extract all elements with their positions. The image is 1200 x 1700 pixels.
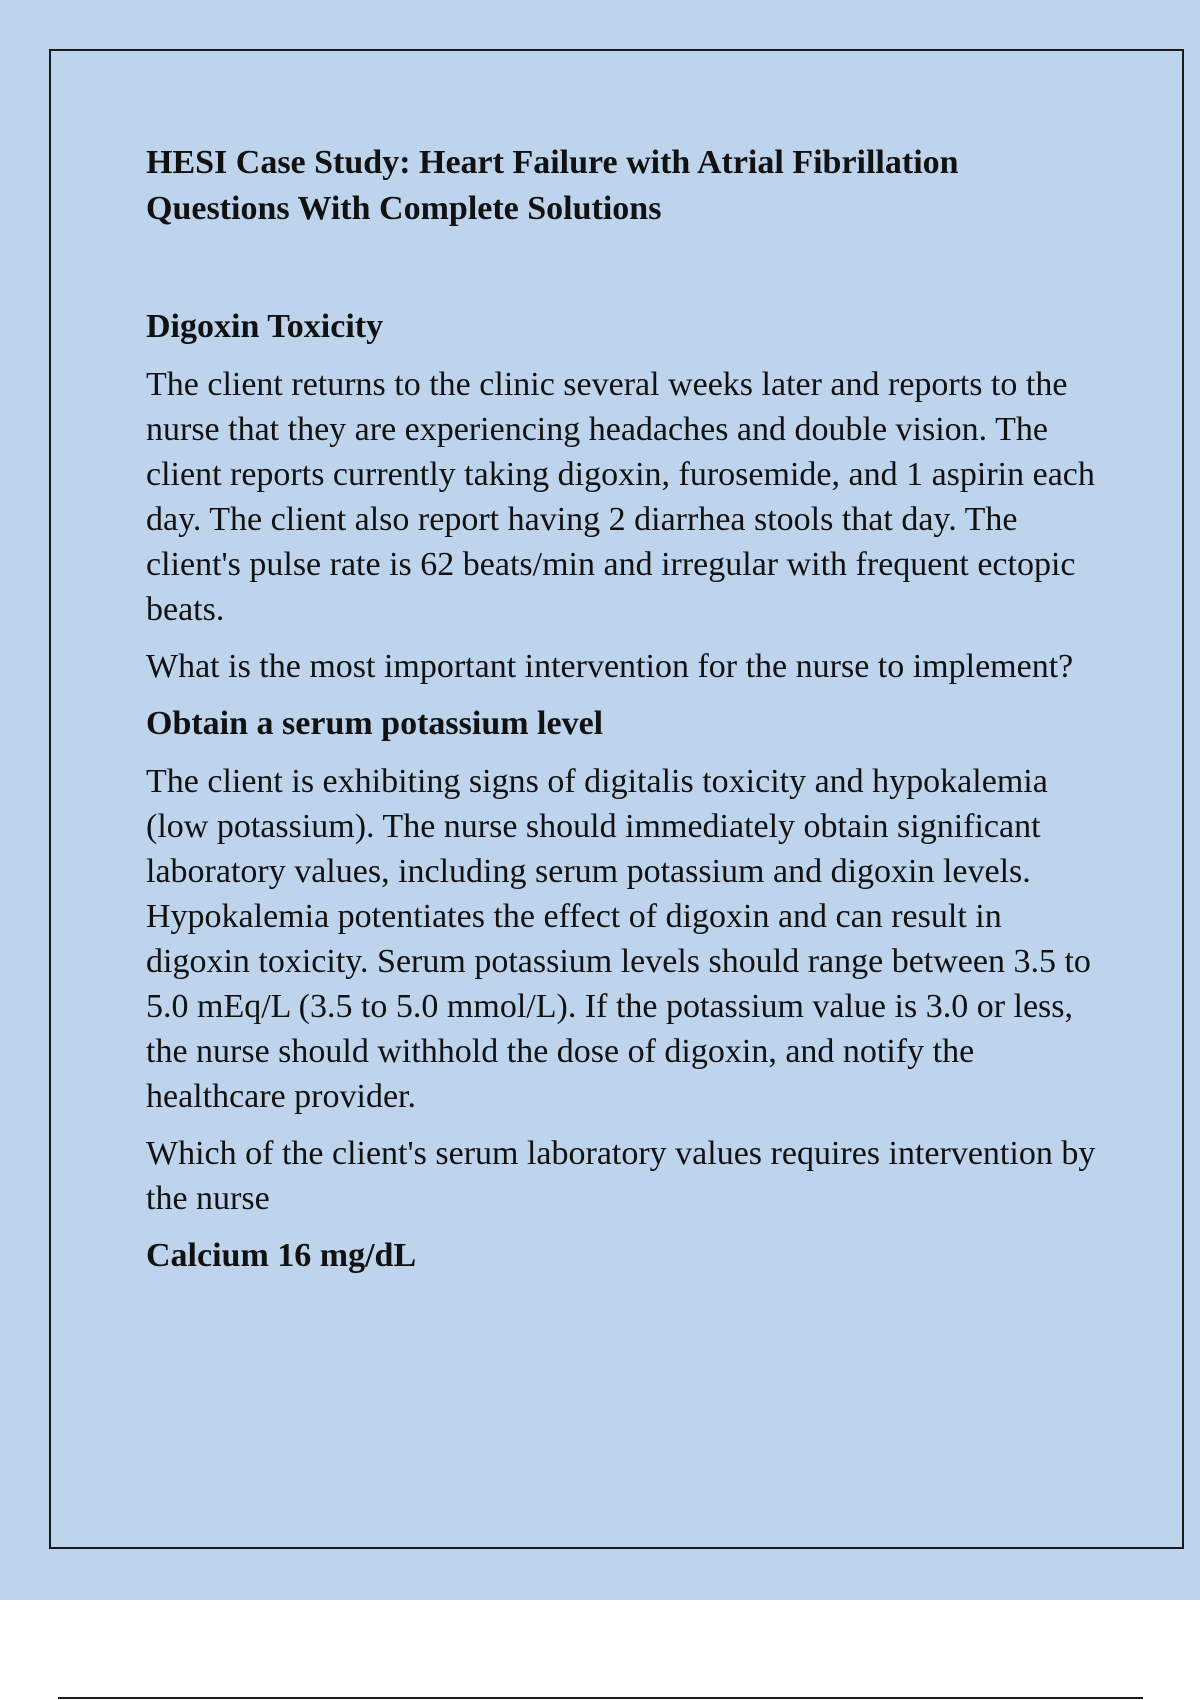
question-2: Which of the client's serum laboratory values requires intervention by the nurse — [146, 1135, 1096, 1217]
section-heading: Digoxin Toxicity — [146, 308, 384, 345]
rationale-1: The client is exhibiting signs of digitalis toxicity and hypokalemia (low potassium). The nurse should immediately obtain significant laboratory values, including serum potassium and digoxin levels. Hypokalemia potentiates the effect of digoxin and can result in digoxin toxicity. Serum potassium levels should range between 3.5 to 5.0 mEq/L (3.5 to 5.0 mmol/L). If the potassium value is 3.0 or less, the nurse should withhold the dose of digoxin, and notify the healthcare provider. — [146, 763, 1091, 1115]
answer-1: Obtain a serum potassium level — [146, 705, 604, 742]
document-content — [146, 140, 1106, 1279]
document-title — [146, 140, 1106, 232]
question-1: What is the most important intervention for the nurse to implement? — [146, 648, 1074, 685]
footer-divider — [58, 1697, 1143, 1699]
scenario-paragraph: The client returns to the clinic several weeks later and reports to the nurse that they are experiencing headaches and double vision. The client reports currently taking digoxin, furosemide, and 1 aspirin each day. The client also report having 2 diarrhea stools that day. The client's pulse rate is 62 beats/min and irregular with frequent ectopic beats. — [146, 366, 1095, 628]
title-line-1: HESI Case Study: Heart Failure with Atrial Fibrillation — [146, 144, 959, 181]
title-line-2: Questions With Complete Solutions — [146, 190, 662, 227]
answer-2: Calcium 16 mg/dL — [146, 1237, 417, 1274]
